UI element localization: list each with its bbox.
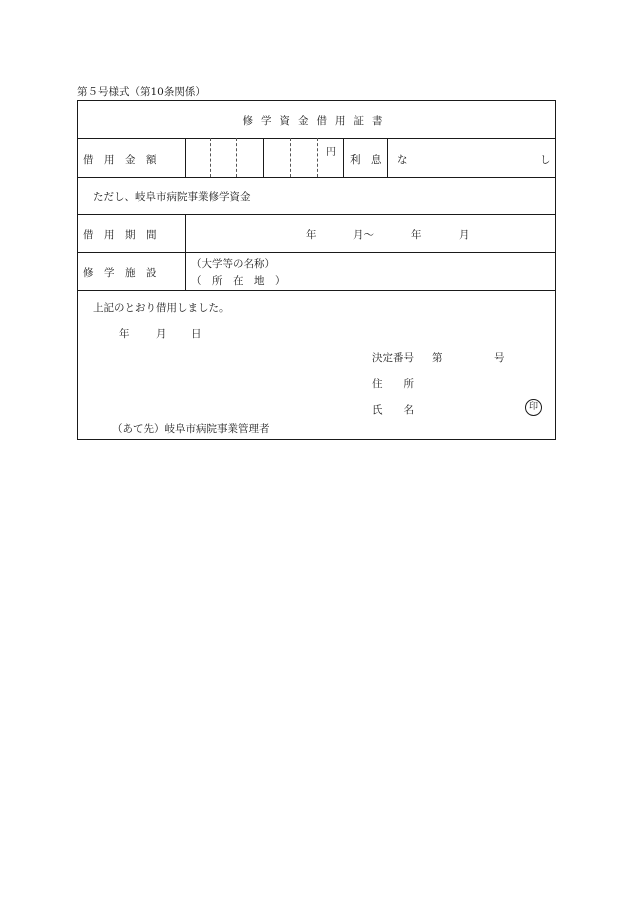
date-day: 日	[191, 328, 202, 340]
period-end-month: 月	[459, 229, 470, 241]
purpose-text: ただし、岐阜市病院事業修学資金	[93, 191, 251, 203]
date-year: 年	[119, 328, 130, 340]
decision-number-label: 決定番号	[372, 352, 414, 364]
institution-location-label: （ 所 在 地 ）	[191, 275, 286, 287]
period-label: 借 用 期 間	[83, 229, 157, 241]
institution-name-label: （大学等の名称）	[191, 258, 275, 270]
row-divider	[78, 214, 555, 215]
row-divider	[78, 177, 555, 178]
digit-divider	[290, 138, 291, 177]
row-divider	[78, 290, 555, 291]
amount-label: 借 用 金 額	[83, 154, 157, 166]
date-month: 月	[156, 328, 167, 340]
column-divider	[185, 138, 186, 177]
period-end-year: 年	[411, 229, 422, 241]
decision-number-suffix: 号	[494, 352, 505, 364]
address-label: 住 所	[372, 378, 414, 390]
decision-number-prefix: 第	[432, 352, 443, 364]
column-divider	[185, 214, 186, 290]
period-start-month: 月～	[353, 229, 374, 241]
interest-value-start: な	[397, 154, 408, 166]
digit-divider	[210, 138, 211, 177]
form-number-label: 第５号様式（第10条関係）	[77, 86, 206, 98]
addressee-text: （あて先）岐阜市病院事業管理者	[112, 423, 270, 435]
loan-certificate-form	[77, 100, 556, 440]
column-divider	[387, 138, 388, 177]
digit-divider	[317, 138, 318, 177]
interest-value-end: し	[540, 154, 551, 166]
column-divider	[343, 138, 344, 177]
interest-label: 利 息	[350, 154, 382, 166]
name-label: 氏 名	[372, 404, 414, 416]
yen-unit: 円	[326, 147, 336, 158]
period-start-year: 年	[306, 229, 317, 241]
digit-divider	[263, 138, 264, 177]
form-title: 修学資金借用証書	[242, 115, 391, 127]
statement-text: 上記のとおり借用しました。	[93, 302, 230, 314]
row-divider	[78, 252, 555, 253]
digit-divider	[236, 138, 237, 177]
seal-mark-icon: 印	[525, 399, 542, 416]
institution-label: 修 学 施 設	[83, 267, 157, 279]
